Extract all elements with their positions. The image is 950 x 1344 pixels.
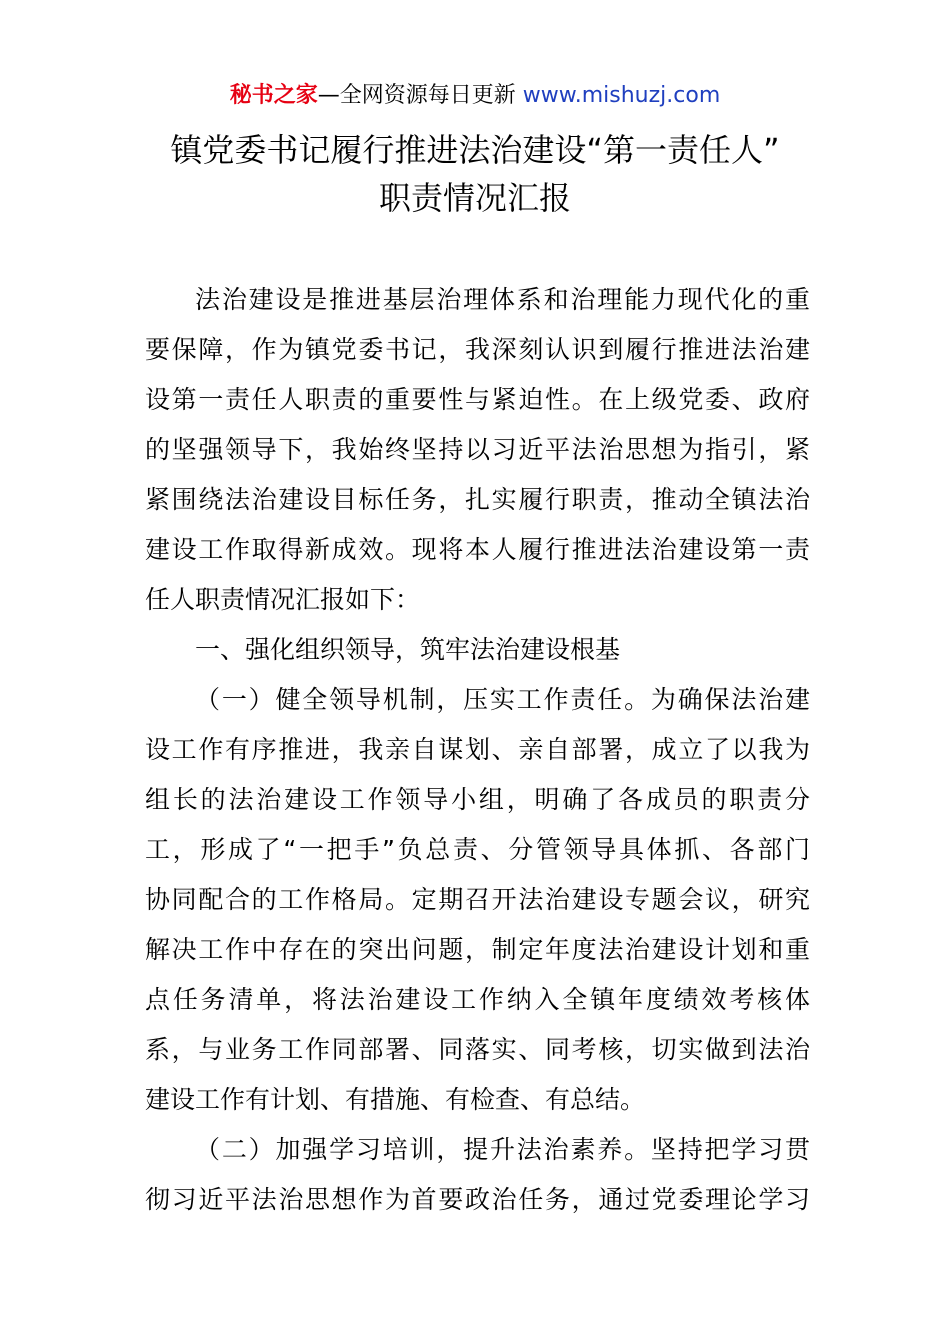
document-title-line-2: 职责情况汇报 — [378, 179, 571, 217]
brand-name: 秘书之家 — [229, 83, 318, 108]
body-line: 设工作有序推进，我亲自谋划、亲自部署，成立了以我为 — [145, 735, 810, 764]
body-line: 任人职责情况汇报如下： — [145, 585, 421, 614]
body-line: 系，与业务工作同部署、同落实、同考核，切实做到法治 — [145, 1035, 810, 1064]
body-line: 点任务清单，将法治建设工作纳入全镇年度绩效考核体 — [145, 985, 810, 1014]
body-line: （一）健全领导机制，压实工作责任。为确保法治建 — [195, 685, 810, 714]
header-tagline: —全网资源每日更新 — [317, 83, 523, 108]
document-title-line-1: 镇党委书记履行推进法治建设“第一责任人” — [170, 131, 780, 169]
site-url[interactable]: www.mishuzj.com — [522, 83, 721, 108]
site-header — [0, 80, 950, 112]
body-line: 要保障，作为镇党委书记，我深刻认识到履行推进法治建 — [145, 335, 810, 364]
body-line: 法治建设是推进基层治理体系和治理能力现代化的重 — [195, 285, 810, 314]
body-line: 工，形成了“一把手”负总责、分管领导具体抓、各部门 — [145, 835, 810, 864]
body-line: 建设工作有计划、有措施、有检查、有总结。 — [145, 1085, 646, 1114]
body-line: 设第一责任人职责的重要性与紧迫性。在上级党委、政府 — [145, 385, 810, 414]
body-line: 组长的法治建设工作领导小组，明确了各成员的职责分 — [145, 785, 810, 814]
body-line: 协同配合的工作格局。定期召开法治建设专题会议，研究 — [145, 885, 810, 914]
section-heading: 一、强化组织领导，筑牢法治建设根基 — [195, 635, 621, 664]
body-line: 的坚强领导下，我始终坚持以习近平法治思想为指引，紧 — [145, 435, 810, 464]
body-line: 建设工作取得新成效。现将本人履行推进法治建设第一责 — [145, 535, 810, 564]
body-line: （二）加强学习培训，提升法治素养。坚持把学习贯 — [195, 1135, 810, 1164]
document-body — [145, 275, 810, 1225]
body-line: 解决工作中存在的突出问题，制定年度法治建设计划和重 — [145, 935, 810, 964]
body-line: 紧围绕法治建设目标任务，扎实履行职责，推动全镇法治 — [145, 485, 810, 514]
body-line: 彻习近平法治思想作为首要政治任务，通过党委理论学习 — [145, 1185, 810, 1214]
